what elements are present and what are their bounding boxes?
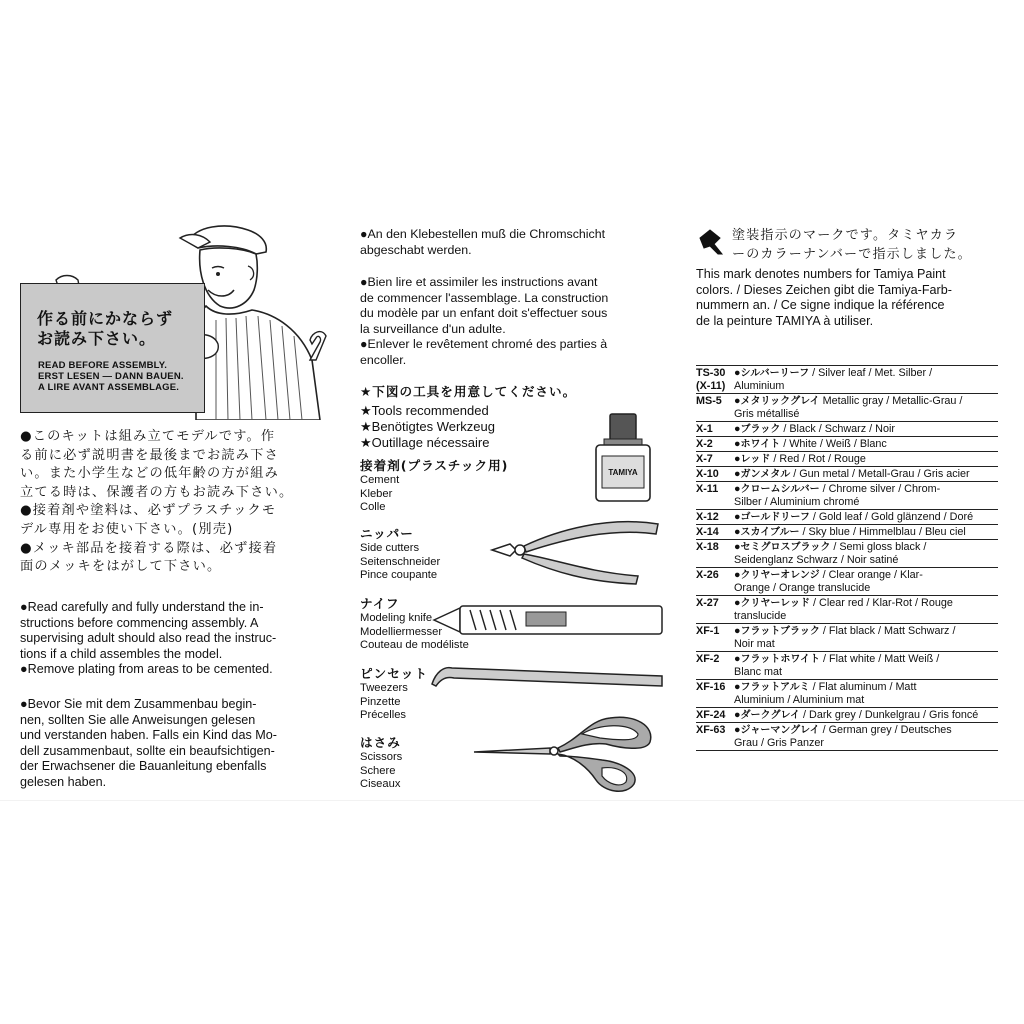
tool-name-jp: はさみ: [360, 735, 401, 750]
paint-name-jp: ダークグレイ: [740, 710, 801, 721]
paint-code-primary: XF-24: [696, 709, 726, 721]
paint-desc-line1: [734, 709, 998, 722]
paint-name-line1: / Flat black / Matt Schwarz /: [819, 625, 956, 637]
paint-description: [734, 510, 998, 524]
paint-code-primary: X-11: [696, 483, 719, 495]
bullet-icon: ●: [734, 724, 741, 736]
paint-name-line1: / Clear red / Klar-Rot / Rouge: [810, 597, 953, 609]
fr-line: encoller.: [360, 352, 407, 367]
paint-desc-line1: [734, 367, 998, 380]
fr-line: ●Bien lire et assimiler les instructions avant: [360, 275, 598, 289]
paint-name-line2: translucide: [734, 610, 787, 622]
paint-desc-line1: [734, 569, 998, 582]
tool-name-fr: Colle: [360, 501, 386, 514]
paint-code: [696, 467, 734, 481]
cement-bottle-icon: [590, 412, 656, 504]
paint-desc-line1: [734, 526, 998, 539]
paint-name-line2: Noir mat: [734, 638, 775, 650]
sign-en-line1: READ BEFORE ASSEMBLY.: [38, 360, 168, 371]
paint-name-line2: Aluminium / Aluminium mat: [734, 694, 865, 706]
paint-description: [734, 723, 998, 750]
en-line: ●Remove plating from areas to be cemented.: [20, 662, 273, 677]
mark-description: [696, 267, 1006, 329]
tool-name-de: Modelliermesser: [360, 625, 443, 638]
paint-code: [696, 452, 734, 466]
paint-name-jp: スカイブルー: [740, 527, 800, 538]
paint-code-primary: X-27: [696, 597, 719, 609]
paint-code: [696, 652, 734, 679]
paint-name-line2: Blanc mat: [734, 666, 783, 678]
paint-code: [696, 596, 734, 623]
jp-line: る前に必ず説明書を最後までお読み下さ: [20, 447, 279, 463]
paint-name-jp: メタリックグレイ: [740, 396, 820, 407]
paint-code-primary: XF-1: [696, 625, 720, 637]
paint-row: [696, 567, 998, 595]
paint-name-line2: Grau / Gris Panzer: [734, 737, 825, 749]
paint-description: [734, 624, 998, 651]
tool-name-fr: Ciseaux: [360, 778, 401, 791]
jp-line: 面のメッキをはがして下さい。: [20, 559, 222, 575]
side-cutters-icon: [488, 510, 663, 585]
tool-name-de: Schere: [360, 764, 396, 777]
jp-line: い。また小学生などの低年齢の方が組み: [20, 466, 279, 482]
fr-line: du modèle par un enfant doit s'effectuer sous: [360, 306, 608, 321]
paint-row: [696, 595, 998, 623]
paint-name-line1: / Gold leaf / Gold glänzend / Doré: [809, 511, 974, 523]
bullet-icon: ●: [734, 453, 741, 465]
tool-name-de: Pinzette: [360, 695, 401, 708]
paint-desc-line1: [734, 541, 998, 554]
paint-row: [696, 393, 998, 421]
paint-name-jp: フラットアルミ: [740, 682, 810, 693]
paint-name-jp: クリヤーレッド: [740, 598, 811, 609]
paint-desc-line1: [734, 681, 998, 694]
bullet-icon: ●: [734, 625, 741, 637]
tool-name-fr: Précelles: [360, 709, 407, 722]
paint-code: [696, 422, 734, 436]
paint-name-line1: / Semi gloss black /: [830, 541, 927, 553]
tool-name-de: Seitenschneider: [360, 555, 441, 568]
paint-row: [696, 365, 998, 393]
paint-name-line1: / Red / Rot / Rouge: [770, 453, 866, 465]
tools-heading-fr: ★Outillage nécessaire: [360, 435, 490, 450]
paint-name-jp: クリヤーオレンジ: [740, 570, 820, 581]
fr-line: la surveillance d'un adulte.: [360, 321, 506, 336]
paint-description: [734, 525, 998, 539]
paint-description: [734, 366, 998, 393]
tool-name-jp: ニッパー: [360, 526, 414, 541]
paint-code: [696, 540, 734, 567]
mark-line: This mark denotes numbers for Tamiya Paint: [696, 267, 946, 281]
paint-name-line2: Seidenglanz Schwarz / Noir satiné: [734, 554, 899, 566]
paint-desc-line1: [734, 438, 998, 451]
bullet-icon: ●: [734, 541, 741, 553]
mark-jp-line2: ーのカラーナンバーで指示しました。: [732, 247, 972, 262]
paint-name-line1: / Flat aluminum / Matt: [809, 681, 917, 693]
bullet-icon: ●: [734, 709, 741, 721]
tools-heading-de: ★Benötigtes Werkzeug: [360, 419, 495, 434]
de-chrome-line: abgeschabt werden.: [360, 242, 472, 257]
tweezers-icon: [430, 662, 665, 698]
paint-code: [696, 708, 734, 722]
bullet-icon: ●: [734, 438, 741, 450]
sign-jp-line1: 作る前にかならず: [37, 309, 174, 328]
paint-description: [734, 568, 998, 595]
paint-description: [734, 394, 998, 421]
mark-jp-line1: 塗装指示のマークです。タミヤカラ: [732, 228, 959, 243]
paint-row: [696, 623, 998, 651]
de-chrome-line: ●An den Klebestellen muß die Chromschicht: [360, 227, 606, 241]
fr-line: ●Enlever le revêtement chromé des parties à: [360, 337, 608, 352]
paint-desc-line1: [734, 597, 998, 610]
tool-name-fr: Couteau de modéliste: [360, 639, 469, 652]
bullet-icon: ●: [734, 367, 741, 379]
sign-en-line2: ERST LESEN — DANN BAUEN.: [38, 371, 184, 382]
paint-row: [696, 722, 998, 751]
paint-name-line1: / Flat white / Matt Weiß /: [820, 653, 940, 665]
jp-line: ●接着剤や塗料は、必ずプラスチックモ: [20, 503, 277, 519]
paint-description: [734, 437, 998, 451]
paint-desc-line1: [734, 511, 998, 524]
tool-name-en: Modeling knife: [360, 612, 433, 624]
paint-code-primary: XF-16: [696, 681, 726, 693]
tool-name-jp: ナイフ: [360, 596, 400, 611]
paint-desc-line1: [734, 468, 998, 481]
paint-name-jp: ガンメタル: [740, 469, 791, 480]
en-line: supervising adult should also read the instruc-: [20, 631, 277, 646]
paint-desc-line1: [734, 453, 998, 466]
jp-line: ●メッキ部品を接着する際は、必ず接着: [20, 540, 278, 556]
paint-desc-line1: [734, 625, 998, 638]
jp-line: デル専用をお使い下さい。(別売): [20, 521, 234, 537]
de-line: und verstanden haben. Falls ein Kind das Mo-: [20, 728, 277, 743]
de-line: gelesen haben.: [20, 774, 107, 789]
paint-code: [696, 723, 734, 750]
paint-row: [696, 421, 998, 436]
paint-desc-line1: [734, 423, 998, 436]
paint-code-primary: X-7: [696, 453, 713, 465]
paint-code: [696, 510, 734, 524]
paint-description: [734, 652, 998, 679]
paint-row: [696, 509, 998, 524]
paint-code: [696, 394, 734, 421]
paint-description: [734, 708, 998, 722]
tools-heading-jp: ★下図の工具を用意してください。: [360, 384, 577, 399]
paint-row: [696, 466, 998, 481]
paint-color-table: [696, 365, 998, 751]
bullet-icon: ●: [734, 511, 741, 523]
tools-heading-en: ★Tools recommended: [360, 403, 489, 418]
paint-row: [696, 539, 998, 567]
paint-code-primary: XF-63: [696, 724, 726, 736]
paint-name-line1: / Gun metal / Metall-Grau / Gris acier: [790, 468, 970, 480]
bullet-icon: ●: [734, 681, 741, 693]
bullet-icon: ●: [734, 468, 741, 480]
paint-name-line1: / Black / Schwarz / Noir: [780, 423, 895, 435]
en-line: tions if a child assembles the model.: [20, 646, 223, 661]
paint-code-primary: X-1: [696, 423, 713, 435]
page-bottom-edge: [0, 800, 1024, 801]
de-line: der Erwachsener die Bauanleitung ebenfalls: [20, 759, 267, 774]
paint-row: [696, 707, 998, 722]
en-line: ●Read carefully and fully understand the in-: [20, 600, 264, 614]
sign-en-line3: A LIRE AVANT ASSEMBLAGE.: [38, 382, 180, 393]
paint-code-alt: (X-11): [696, 380, 726, 392]
middle-fr-text: [360, 275, 670, 369]
paint-code: [696, 482, 734, 509]
paint-name-line1: / Silver leaf / Met. Silber /: [809, 367, 933, 379]
paint-desc-line1: [734, 395, 998, 408]
paint-name-jp: ジャーマングレイ: [740, 725, 820, 736]
paint-code-primary: X-2: [696, 438, 713, 450]
tool-name-fr: Pince coupante: [360, 569, 438, 582]
tool-name-jp: 接着剤(プラスチック用): [360, 458, 509, 473]
paint-name-line1: / Chrome silver / Chrom-: [819, 483, 941, 495]
bullet-icon: ●: [734, 653, 741, 665]
paint-description: [734, 452, 998, 466]
paint-name-jp: ゴールドリーフ: [740, 512, 810, 523]
paint-code: [696, 568, 734, 595]
sign-jp-line2: お読み下さい。: [37, 329, 157, 348]
bullet-icon: ●: [734, 526, 741, 538]
left-en-text: [20, 600, 340, 678]
paint-name-jp: フラットホワイト: [740, 654, 821, 665]
bullet-icon: ●: [734, 483, 741, 495]
tool-name-en: Tweezers: [360, 682, 408, 694]
de-line: ●Bevor Sie mit dem Zusammenbau begin-: [20, 697, 257, 711]
paint-desc-line1: [734, 483, 998, 496]
tool-scissors: [360, 735, 402, 792]
bottle-label: TAMIYA: [608, 468, 638, 477]
paint-description: [734, 540, 998, 567]
paint-code: [696, 525, 734, 539]
bullet-icon: ●: [734, 569, 741, 581]
middle-de-chrome: [360, 227, 670, 258]
paint-description: [734, 482, 998, 509]
jp-line: ●このキットは組み立てモデルです。作: [20, 429, 276, 444]
de-line: nen, sollten Sie alle Anweisungen gelesen: [20, 712, 256, 727]
paint-row: [696, 451, 998, 466]
tool-side-cutters: [360, 526, 440, 583]
mark-line: colors. / Dieses Zeichen gibt die Tamiya-Farb-: [696, 282, 952, 297]
bullet-icon: ●: [734, 597, 741, 609]
paint-code: [696, 624, 734, 651]
paint-code-primary: TS-30: [696, 367, 726, 379]
paint-description: [734, 680, 998, 707]
tool-name-jp: ピンセット: [360, 666, 428, 681]
paint-code-primary: X-26: [696, 569, 719, 581]
paint-brush-mark-icon: [696, 226, 726, 256]
left-de-text: [20, 697, 340, 791]
paint-code-primary: XF-2: [696, 653, 720, 665]
read-before-sign: [20, 283, 205, 413]
paint-row: [696, 651, 998, 679]
tool-name-en: Cement: [360, 474, 400, 486]
tool-name-de: Kleber: [360, 487, 393, 500]
paint-name-line1: / Dark grey / Dunkelgrau / Gris foncé: [800, 709, 979, 721]
paint-name-jp: レッド: [740, 454, 771, 465]
paint-code-primary: X-12: [696, 511, 719, 523]
paint-code-primary: X-18: [696, 541, 719, 553]
left-jp-text: [20, 428, 340, 577]
de-line: dell zusammenbaut, sollte ein beaufsichtigen-: [20, 743, 275, 758]
paint-name-jp: ホワイト: [740, 439, 781, 450]
paint-code: [696, 437, 734, 451]
scissors-icon: [470, 708, 660, 798]
paint-name-line2: Aluminium: [734, 380, 785, 392]
paint-name-jp: シルバーリーフ: [740, 368, 810, 379]
en-line: structions before commencing assembly. A: [20, 615, 259, 630]
paint-description: [734, 467, 998, 481]
paint-desc-line1: [734, 724, 998, 737]
jp-line: 立てる時は、保護者の方もお読み下さい。: [20, 484, 294, 500]
paint-name-jp: ブラック: [740, 424, 781, 435]
mark-line: de la peinture TAMIYA à utiliser.: [696, 313, 874, 328]
paint-name-jp: セミグロスブラック: [740, 542, 831, 553]
tool-cement: [360, 458, 508, 515]
paint-code: [696, 366, 734, 393]
modeling-knife-icon: [430, 600, 665, 640]
paint-name-line1: / German grey / Deutsches: [819, 724, 952, 736]
paint-row: [696, 679, 998, 707]
tool-name-en: Side cutters: [360, 542, 420, 554]
paint-description: [734, 422, 998, 436]
paint-code-primary: X-14: [696, 526, 719, 538]
paint-code-primary: X-10: [696, 468, 719, 480]
paint-name-line2: Orange / Orange translucide: [734, 582, 871, 594]
paint-code-primary: MS-5: [696, 395, 722, 407]
paint-name-line1: / Clear orange / Klar-: [819, 569, 923, 581]
paint-name-line2: Silber / Aluminium chromé: [734, 496, 860, 508]
paint-row: [696, 481, 998, 509]
paint-name-line1: / Sky blue / Himmelblau / Bleu ciel: [799, 526, 966, 538]
paint-code: [696, 680, 734, 707]
mark-line: nummern an. / Ce signe indique la référence: [696, 298, 945, 313]
paint-name-line2: Gris métallisé: [734, 408, 800, 420]
paint-row: [696, 436, 998, 451]
paint-name-line1: / White / Weiß / Blanc: [780, 438, 887, 450]
paint-name-jp: フラットブラック: [740, 626, 820, 637]
paint-name-line1: Metallic gray / Metallic-Grau /: [819, 395, 963, 407]
bullet-icon: ●: [734, 423, 741, 435]
tool-tweezers: [360, 666, 428, 723]
paint-desc-line1: [734, 653, 998, 666]
paint-description: [734, 596, 998, 623]
paint-row: [696, 524, 998, 539]
bullet-icon: ●: [734, 395, 741, 407]
tool-name-en: Scissors: [360, 751, 403, 763]
paint-name-jp: クロームシルバー: [740, 484, 820, 495]
fr-line: de commencer l'assemblage. La construction: [360, 290, 609, 305]
